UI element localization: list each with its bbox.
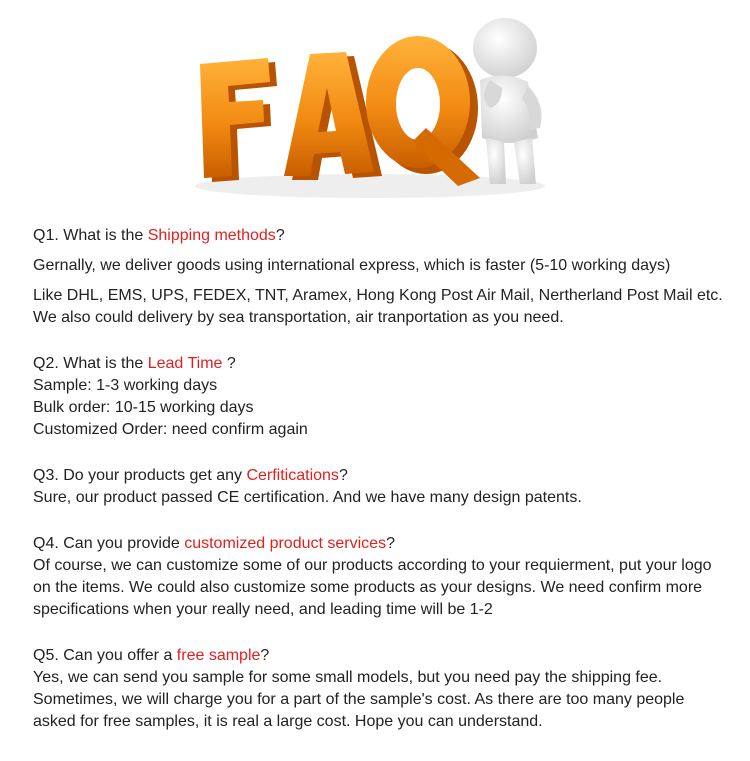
faq-answer-1a: Gernally, we deliver goods using international express, which is faster (5-10 working days) xyxy=(33,257,671,274)
faq-answer-2a: Sample: 1-3 working days xyxy=(33,377,218,394)
faq-answer-3: Sure, our product passed CE certification. And we have many design patents. xyxy=(33,489,582,506)
question-highlight: customized product services xyxy=(184,535,387,552)
faq-answer-2c: Customized Order: need confirm again xyxy=(33,421,308,438)
faq-answer-1b: Like DHL, EMS, UPS, FEDEX, TNT, Aramex, Hong Kong Post Air Mail, Nertherland Post Mail etc. We also could delivery by sea transportation, air tranportation as you need. xyxy=(33,287,723,326)
faq-hero-image xyxy=(190,8,560,208)
faq-item-4 xyxy=(33,533,723,621)
faq-question-2: Q2. What is the Lead Time ? xyxy=(33,355,236,372)
faq-question-5: Q5. Can you offer a free sample? xyxy=(33,647,270,664)
letter-q xyxy=(366,36,480,186)
thinking-figure-icon xyxy=(473,18,542,184)
question-highlight: Lead Time xyxy=(147,355,223,372)
question-highlight: Shipping methods xyxy=(147,227,276,244)
question-highlight: free sample xyxy=(176,647,261,664)
faq-answer-5: Yes, we can send you sample for some small models, but you need pay the shipping fee. Sometimes, we will charge you for a part of the sample's cost. As there are too many people asked for free samples, it is real a large cost. Hope you can understand. xyxy=(33,669,685,730)
faq-item-2 xyxy=(33,353,723,441)
faq-question-4: Q4. Can you provide customized product services? xyxy=(33,535,395,552)
faq-logo xyxy=(190,8,560,208)
faq-question-3: Q3. Do your products get any Cerfitications? xyxy=(33,467,348,484)
faq-answer-2b: Bulk order: 10-15 working days xyxy=(33,399,254,416)
faq-item-5 xyxy=(33,645,723,733)
letter-f xyxy=(200,58,277,182)
question-highlight: Cerfitications xyxy=(246,467,339,484)
faq-item-1 xyxy=(33,225,723,329)
faq-item-3 xyxy=(33,465,723,509)
faq-list xyxy=(33,225,723,733)
faq-answer-4: Of course, we can customize some of our products according to your requierment, put your logo on the items. We could also customize some products as your designs. We need confirm more specifications when your really need, and leading time will be 1-2 xyxy=(33,557,712,618)
faq-question-1: Q1. What is the Shipping methods? xyxy=(33,227,285,244)
